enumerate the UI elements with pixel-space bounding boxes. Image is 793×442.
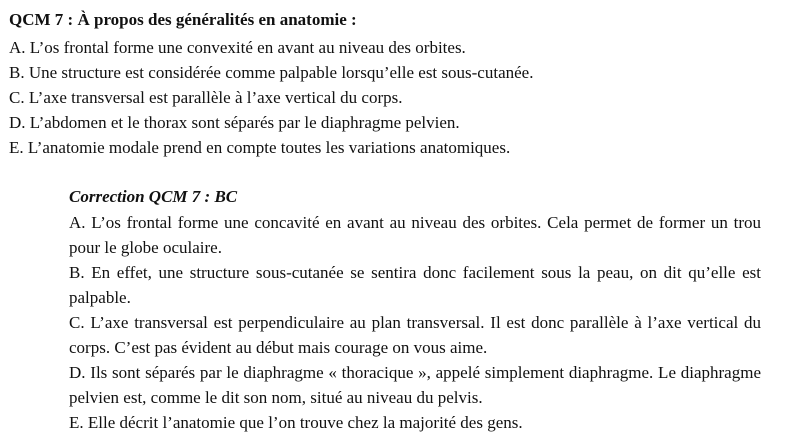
- correction-section: [69, 184, 761, 435]
- correction-a: A. L’os frontal forme une concavité en avant au niveau des orbites. Cela permet de former un trou pour le globe oculaire.: [69, 213, 761, 257]
- correction-d: D. Ils sont séparés par le diaphragme « thoracique », appelé simplement diaphragme. Le diaphragme pelvien est, comme le dit son nom, situé au niveau du pelvis.: [69, 363, 761, 407]
- option-d: D. L’abdomen et le thorax sont séparés par le diaphragme pelvien.: [9, 113, 460, 132]
- correction-b: B. En effet, une structure sous-cutanée se sentira donc facilement sous la peau, on dit qu’elle est palpable.: [69, 263, 761, 307]
- answer-options: [9, 35, 533, 160]
- question-title: QCM 7 : À propos des généralités en anatomie :: [9, 10, 357, 29]
- option-e: E. L’anatomie modale prend en compte toutes les variations anatomiques.: [9, 138, 511, 157]
- correction-e: E. Elle décrit l’anatomie que l’on trouve chez la majorité des gens.: [69, 413, 523, 432]
- option-a: A. L’os frontal forme une convexité en avant au niveau des orbites.: [9, 38, 466, 57]
- option-c: C. L’axe transversal est parallèle à l’axe vertical du corps.: [9, 88, 403, 107]
- correction-c: C. L’axe transversal est perpendiculaire au plan transversal. Il est donc parallèle à l’axe vertical du corps. C’est pas évident au début mais courage on vous aime.: [69, 313, 761, 357]
- correction-title: Correction QCM 7 : BC: [69, 187, 238, 206]
- option-b: B. Une structure est considérée comme palpable lorsqu’elle est sous-cutanée.: [9, 63, 534, 82]
